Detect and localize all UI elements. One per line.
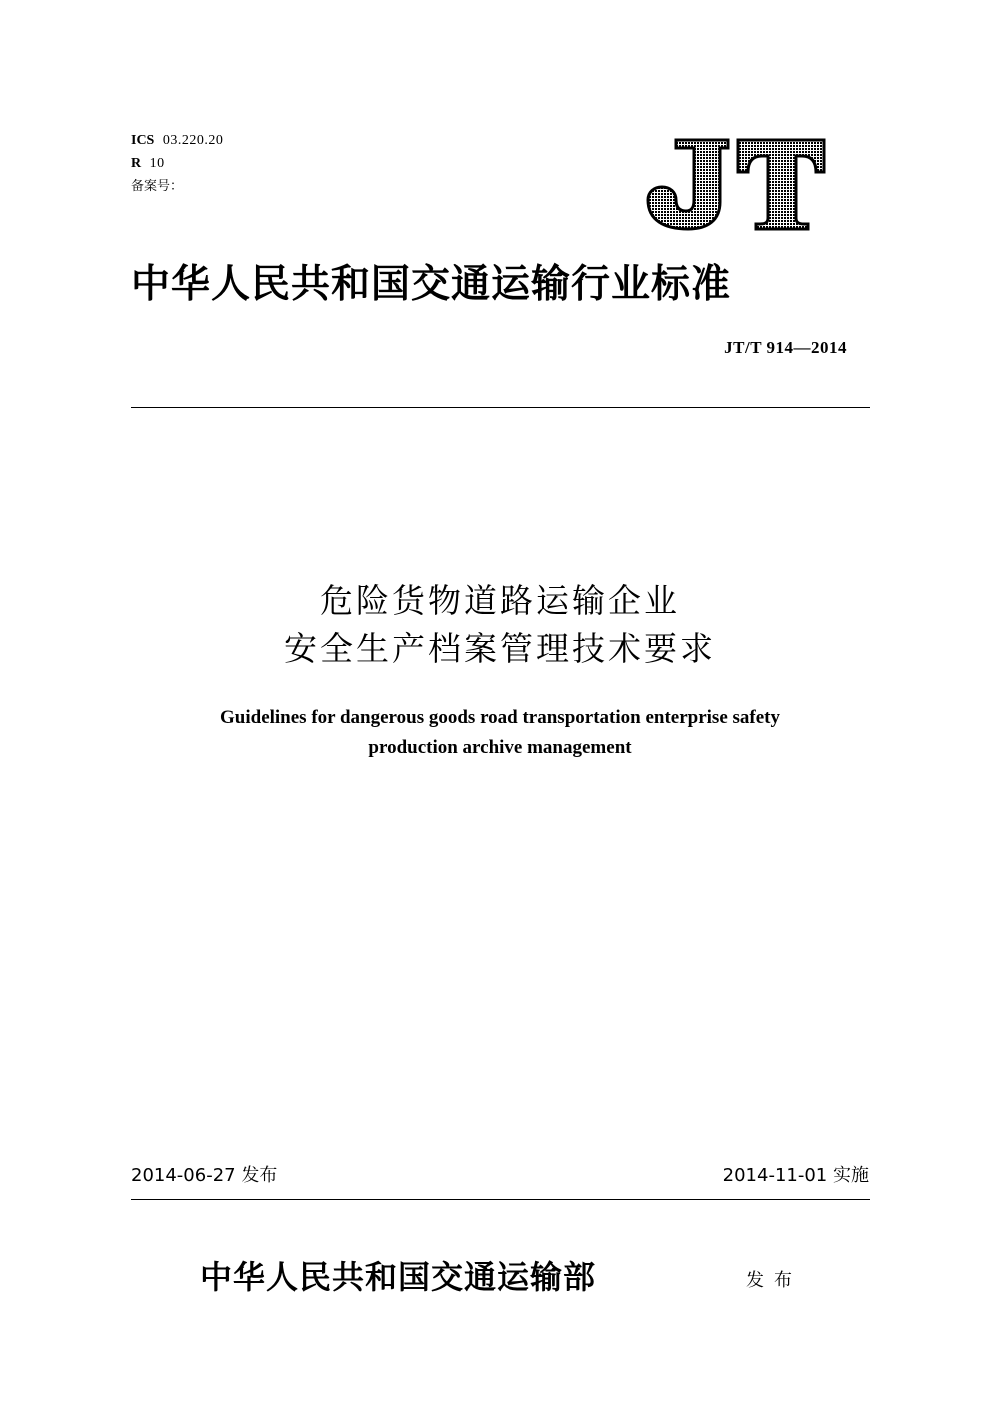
filing-label: 备案号： (131, 179, 184, 194)
title-cn-line1: 危险货物道路运输企业 (320, 581, 680, 620)
top-divider (131, 407, 870, 408)
ics-line (131, 131, 223, 150)
standard-number: JT/T 914—2014 (724, 338, 847, 357)
bottom-divider (131, 1199, 870, 1200)
issue-date: 2014-06-27 发布 (131, 1165, 278, 1186)
logo-letter-t (738, 140, 824, 229)
issue-word: 发布 (746, 1270, 802, 1291)
jt-logo (640, 136, 830, 232)
ics-label: ICS (131, 133, 155, 148)
implementation-date: 2014-11-01 实施 (722, 1165, 869, 1186)
filing-line (131, 177, 183, 196)
ics-code: 03.220.20 (162, 133, 224, 148)
standard-category-heading: 中华人民共和国交通运输行业标准 (131, 261, 732, 307)
ccs-line (131, 154, 165, 173)
issuing-authority: 中华人民共和国交通运输部 (200, 1258, 597, 1296)
title-en-line1: Guidelines for dangerous goods road transportation enterprise safety (220, 707, 780, 728)
title-en-line2: production archive management (368, 737, 632, 758)
ccs-code: 10 (149, 156, 165, 171)
title-cn-line2: 安全生产档案管理技术要求 (284, 629, 716, 668)
ccs-label: R (131, 156, 142, 171)
logo-letter-j (648, 140, 728, 229)
